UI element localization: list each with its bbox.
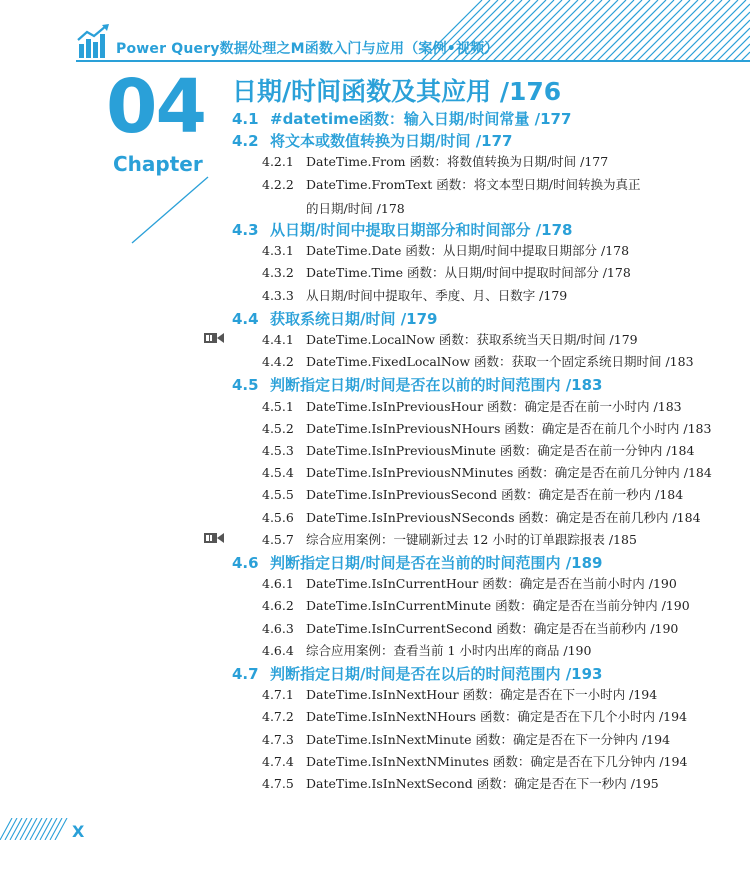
toc-entry-number: 4.5 — [232, 376, 259, 395]
toc-entry-text: DateTime.IsInPreviousNMinutes 函数：确定是否在前几分钟内 /184 — [306, 465, 712, 481]
toc-section[interactable] — [232, 308, 438, 329]
toc-entry-text: DateTime.IsInCurrentMinute 函数：确定是否在当前分钟内 /190 — [306, 598, 690, 614]
toc-subsection[interactable] — [262, 596, 690, 614]
toc-entry-number: 4.7.1 — [262, 687, 294, 703]
toc-entry-text: DateTime.Date 函数：从日期/时间中提取日期部分 /178 — [306, 243, 630, 259]
diagonal-decoration — [130, 175, 210, 245]
toc-entry-number: 4.5.3 — [262, 443, 294, 458]
toc-subsection[interactable] — [262, 619, 678, 637]
toc-entry-number: 4.3.1 — [262, 243, 294, 259]
toc-entry-text: 获取系统日期/时间 /179 — [270, 309, 438, 328]
toc-subsection[interactable] — [262, 774, 659, 792]
toc-subsection[interactable] — [262, 730, 670, 748]
chapter-title: 日期/时间函数及其应用 /176 — [232, 77, 562, 106]
toc-entry-number: 4.7.2 — [262, 709, 294, 725]
toc-section[interactable] — [232, 374, 603, 395]
header-rule — [76, 60, 750, 62]
toc-entry-number: 4.6 — [232, 554, 259, 572]
toc-subsection[interactable] — [262, 175, 641, 217]
toc-entry-number: 4.5.5 — [262, 487, 294, 503]
toc-subsection[interactable] — [262, 330, 638, 348]
toc-entry-number: 4.6.1 — [262, 576, 294, 592]
toc-entry-number: 4.3.3 — [262, 287, 294, 303]
toc-entry-number: 4.7 — [232, 665, 259, 683]
toc-entry-text: 将文本或数值转换为日期/时间 /177 — [270, 132, 513, 151]
toc-entry-text: DateTime.IsInPreviousMinute 函数：确定是否在前一分钟内 /184 — [306, 443, 695, 458]
toc-entry-text: 综合应用案例：一键刷新过去 12 小时的订单跟踪报表 /185 — [306, 531, 637, 547]
chapter-number: 04 — [106, 64, 205, 150]
toc-entry-text: DateTime.IsInNextNMinutes 函数：确定是否在下几分钟内 /194 — [306, 753, 688, 769]
toc-entry-number: 4.6.3 — [262, 620, 294, 636]
toc-subsection[interactable] — [262, 352, 694, 370]
toc-entry-text: DateTime.FromText 函数：将文本型日期/时间转换为真正 — [306, 176, 641, 192]
toc-entry-number: 4.1 — [232, 110, 259, 128]
toc-section[interactable] — [232, 130, 513, 151]
toc-entry-text: DateTime.FixedLocalNow 函数：获取一个固定系统日期时间 /183 — [306, 354, 694, 370]
toc-entry-text: DateTime.IsInCurrentHour 函数：确定是否在当前小时内 /190 — [306, 576, 677, 592]
toc-entry-text: DateTime.Time 函数：从日期/时间中提取时间部分 /178 — [306, 265, 631, 281]
toc-subsection[interactable] — [262, 419, 711, 437]
bar-chart-logo-icon — [77, 24, 111, 58]
toc-entry-text: DateTime.IsInPreviousSecond 函数：确定是否在前一秒内 /184 — [306, 487, 684, 503]
toc-subsection[interactable] — [262, 508, 701, 526]
video-camera-icon — [203, 531, 225, 545]
toc-entry-text: #datetime函数：输入日期/时间常量 /177 — [270, 110, 572, 128]
toc-subsection[interactable] — [262, 574, 677, 592]
toc-subsection[interactable] — [262, 286, 567, 304]
toc-entry-text: 从日期/时间中提取年、季度、月、日数字 /179 — [306, 287, 568, 303]
toc-section[interactable] — [232, 219, 573, 240]
toc-entry-number: 4.4.1 — [262, 332, 294, 347]
toc-entry-text: DateTime.From 函数：将数值转换为日期/时间 /177 — [306, 154, 609, 170]
toc-entry-text: DateTime.LocalNow 函数：获取系统当天日期/时间 /179 — [306, 332, 638, 347]
toc-section[interactable] — [232, 108, 571, 129]
toc-subsection[interactable] — [262, 752, 687, 770]
toc-entry-text: DateTime.IsInCurrentSecond 函数：确定是否在当前秒内 /190 — [306, 620, 679, 636]
toc-entry-number: 4.6.4 — [262, 642, 294, 658]
toc-entry-number: 4.2.1 — [262, 154, 294, 170]
page-number: X — [72, 822, 85, 841]
toc-subsection[interactable] — [262, 241, 629, 259]
toc-entry-text: 判断指定日期/时间是否在以后的时间范围内 /193 — [270, 665, 603, 683]
footer-stripes — [0, 818, 70, 840]
toc-entry-text: 判断指定日期/时间是否在以前的时间范围内 /183 — [270, 376, 603, 395]
toc-subsection[interactable] — [262, 263, 631, 281]
toc-entry-text: 判断指定日期/时间是否在当前的时间范围内 /189 — [270, 554, 603, 572]
toc-entry-number: 4.3.2 — [262, 265, 294, 281]
toc-entry-number: 4.3 — [232, 221, 259, 239]
toc-entry-number: 4.4 — [232, 309, 259, 328]
toc-subsection[interactable] — [262, 641, 591, 659]
toc-entry-text: DateTime.IsInNextMinute 函数：确定是否在下一分钟内 /194 — [306, 731, 671, 747]
toc-entry-text: DateTime.IsInNextSecond 函数：确定是否在下一秒内 /195 — [306, 776, 659, 791]
toc-entry-number: 4.7.5 — [262, 776, 294, 791]
toc-entry-number: 4.5.7 — [262, 531, 294, 547]
toc-entry-continuation: 的日期/时间 /178 — [306, 200, 405, 216]
toc-subsection[interactable] — [262, 463, 712, 481]
toc-subsection[interactable] — [262, 685, 657, 703]
toc-subsection[interactable] — [262, 485, 683, 503]
toc-entry-number: 4.2.2 — [262, 176, 294, 192]
chapter-label: Chapter — [113, 152, 203, 176]
toc-entry-number: 4.5.2 — [262, 420, 294, 436]
book-title: Power Query数据处理之M函数入门与应用（案例•视频） — [116, 41, 499, 57]
toc-subsection[interactable] — [262, 707, 687, 725]
toc-entry-text: DateTime.IsInNextHour 函数：确定是否在下一小时内 /194 — [306, 687, 658, 703]
toc-entry-text: DateTime.IsInPreviousNSeconds 函数：确定是否在前几秒内 /184 — [306, 509, 701, 525]
toc-subsection[interactable] — [262, 397, 682, 415]
toc-entry-number: 4.6.2 — [262, 598, 294, 614]
toc-subsection[interactable] — [262, 152, 608, 170]
video-camera-icon — [203, 331, 225, 345]
toc-subsection[interactable] — [262, 530, 637, 548]
toc-entry-text: DateTime.IsInNextNHours 函数：确定是否在下几个小时内 /194 — [306, 709, 688, 725]
toc-entry-number: 4.5.1 — [262, 398, 294, 414]
toc-entry-text: 从日期/时间中提取日期部分和时间部分 /178 — [270, 221, 573, 239]
toc-entry-number: 4.5.4 — [262, 465, 294, 481]
toc-entry-number: 4.4.2 — [262, 354, 294, 370]
toc-section[interactable] — [232, 552, 603, 573]
toc-subsection[interactable] — [262, 441, 694, 459]
toc-entry-text: 综合应用案例：查看当前 1 小时内出库的商品 /190 — [306, 642, 592, 658]
toc-entry-number: 4.5.6 — [262, 509, 294, 525]
toc-section[interactable] — [232, 663, 603, 684]
toc-entry-text: DateTime.IsInPreviousNHours 函数：确定是否在前几个小时内 /183 — [306, 420, 712, 436]
toc-entry-number: 4.7.4 — [262, 753, 294, 769]
toc-entry-text: DateTime.IsInPreviousHour 函数：确定是否在前一小时内 /183 — [306, 398, 682, 414]
toc-entry-number: 4.7.3 — [262, 731, 294, 747]
toc-entry-number: 4.2 — [232, 132, 259, 151]
